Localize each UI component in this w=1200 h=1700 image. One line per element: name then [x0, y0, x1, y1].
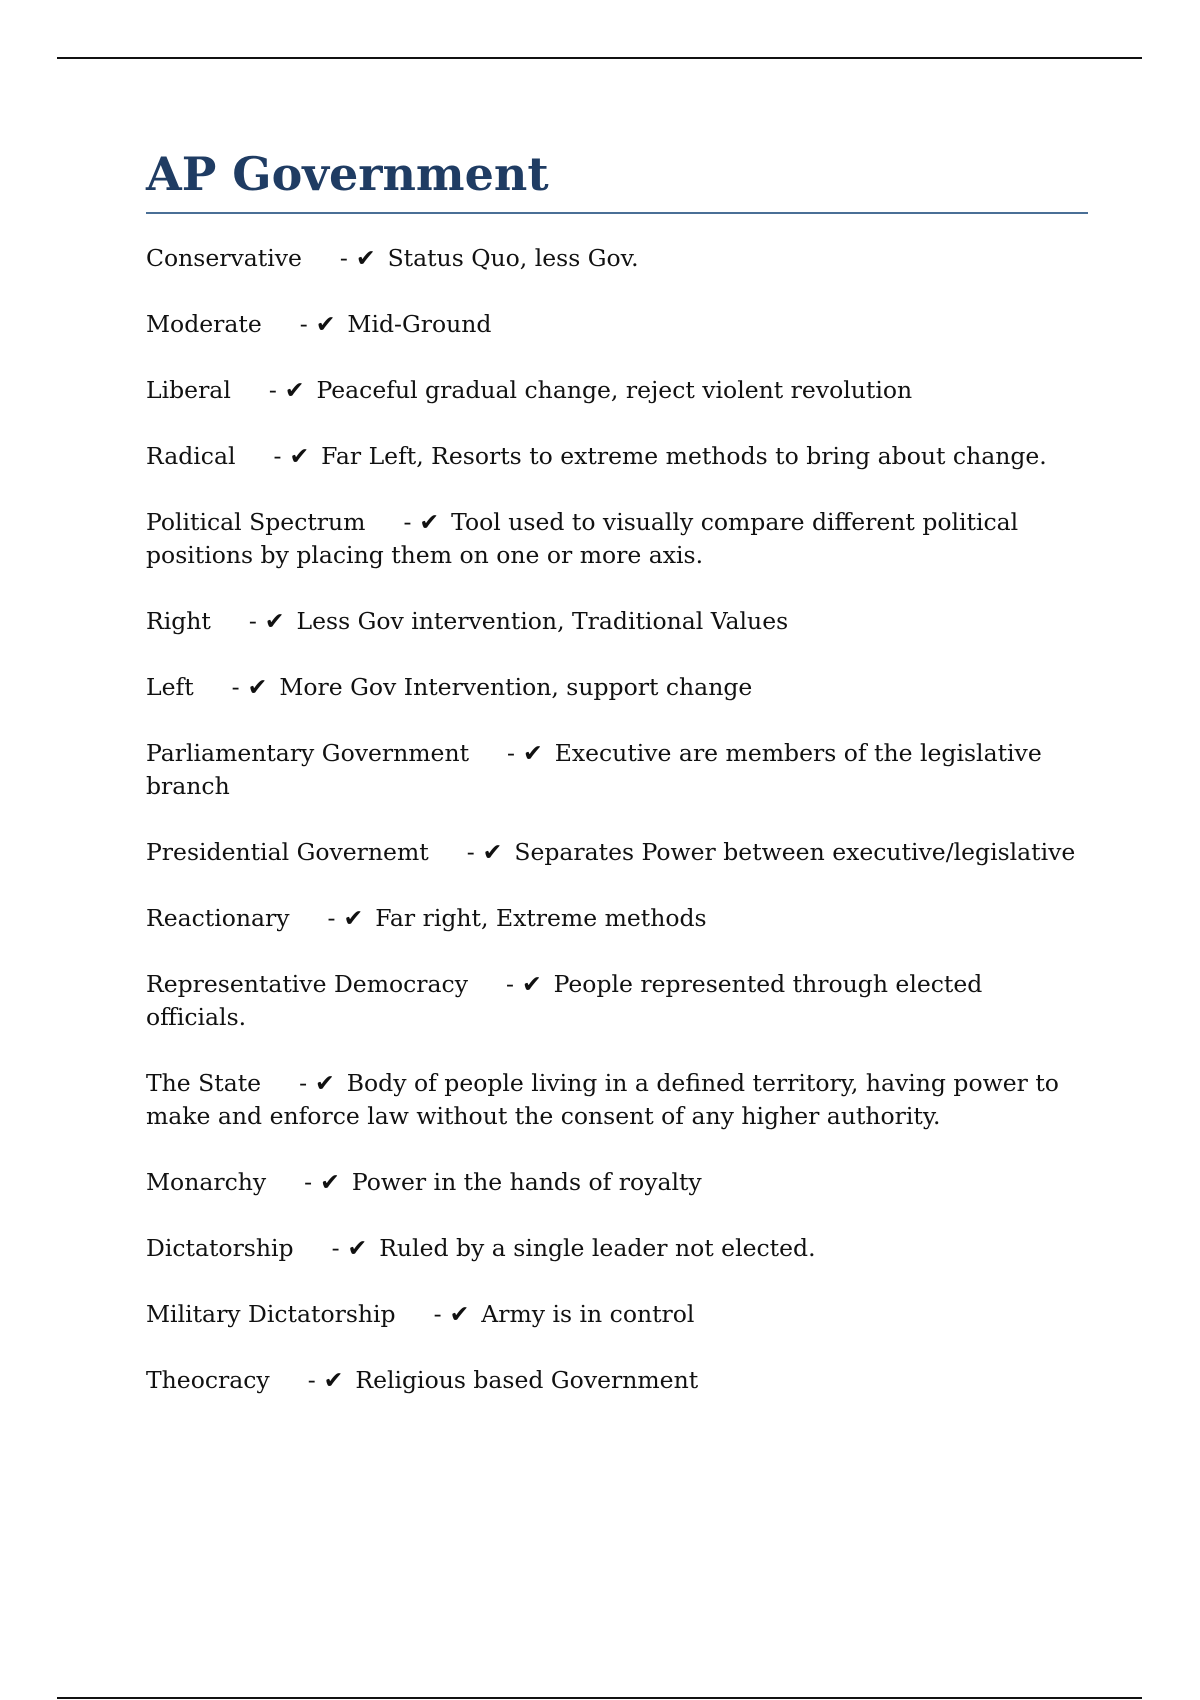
entry-separator: - [299, 310, 308, 338]
glossary-entry [146, 1166, 1088, 1199]
entry-definition: Tool used to visually compare different political positions by placing them on one or more axis. [146, 508, 1019, 569]
glossary-entry [146, 836, 1088, 869]
glossary-entry [146, 1232, 1088, 1265]
entry-separator: - [505, 970, 514, 998]
entry-separator: - [273, 442, 282, 470]
entry-separator: - [268, 376, 277, 404]
glossary-entry [146, 440, 1088, 473]
document-body [146, 146, 1088, 1430]
entry-separator: - [307, 1366, 316, 1394]
entry-list [146, 242, 1088, 1397]
glossary-entry [146, 1298, 1088, 1331]
entry-separator: - [327, 904, 336, 932]
entry-separator: - [507, 739, 515, 767]
checkmark-icon: ✔ [315, 1069, 335, 1097]
page-top-rule [57, 57, 1142, 59]
checkmark-icon: ✔ [289, 442, 310, 470]
checkmark-icon: ✔ [323, 1366, 344, 1394]
glossary-entry [146, 242, 1088, 275]
entry-term: Left [146, 673, 194, 701]
entry-separator: - [331, 1234, 340, 1262]
entry-definition: Mid-Ground [347, 310, 492, 338]
entry-definition: Separates Power between executive/legislative [514, 838, 1076, 866]
entry-term: Representative Democracy [146, 970, 468, 998]
entry-definition: Ruled by a single leader not elected. [379, 1234, 816, 1262]
checkmark-icon: ✔ [419, 508, 440, 536]
entry-separator: - [433, 1300, 442, 1328]
checkmark-icon: ✔ [315, 310, 336, 338]
entry-term: Military Dictatorship [146, 1300, 396, 1328]
entry-term: Theocracy [146, 1366, 270, 1394]
glossary-entry [146, 506, 1088, 572]
entry-term: Radical [146, 442, 236, 470]
entry-definition: Less Gov intervention, Traditional Values [296, 607, 789, 635]
entry-term: Moderate [146, 310, 262, 338]
entry-definition: Peaceful gradual change, reject violent revolution [316, 376, 913, 404]
glossary-entry [146, 902, 1088, 935]
entry-term: The State [146, 1069, 262, 1097]
glossary-entry [146, 1067, 1088, 1133]
entry-separator: - [248, 607, 257, 635]
glossary-entry [146, 671, 1088, 704]
glossary-entry [146, 374, 1088, 407]
entry-definition: More Gov Intervention, support change [279, 673, 753, 701]
entry-definition: Executive are members of the legislative branch [146, 739, 1042, 800]
checkmark-icon: ✔ [521, 970, 542, 998]
entry-term: Liberal [146, 376, 231, 404]
checkmark-icon: ✔ [284, 376, 305, 404]
page-bottom-rule [57, 1697, 1142, 1699]
glossary-entry [146, 1364, 1088, 1397]
entry-term: Parliamentary Government [146, 739, 470, 767]
checkmark-icon: ✔ [355, 244, 376, 272]
checkmark-icon: ✔ [482, 838, 503, 866]
entry-term: Conservative [146, 244, 302, 272]
glossary-entry [146, 737, 1088, 803]
entry-definition: Far Left, Resorts to extreme methods to bring about change. [321, 442, 1047, 470]
entry-term: Presidential Governemt [146, 838, 429, 866]
checkmark-icon: ✔ [449, 1300, 470, 1328]
entry-separator: - [299, 1069, 308, 1097]
checkmark-icon: ✔ [343, 904, 364, 932]
entry-separator: - [231, 673, 240, 701]
entry-definition: Religious based Government [355, 1366, 699, 1394]
entry-definition: Army is in control [481, 1300, 695, 1328]
entry-separator: - [339, 244, 348, 272]
entry-term: Reactionary [146, 904, 290, 932]
entry-separator: - [466, 838, 475, 866]
page-title: AP Government [146, 146, 1088, 214]
checkmark-icon: ✔ [320, 1168, 340, 1196]
glossary-entry [146, 605, 1088, 638]
glossary-entry [146, 308, 1088, 341]
entry-definition: Body of people living in a defined territory, having power to make and enforce law without the consent of any higher authority. [146, 1069, 1059, 1130]
checkmark-icon: ✔ [523, 739, 543, 767]
checkmark-icon: ✔ [347, 1234, 368, 1262]
checkmark-icon: ✔ [264, 607, 285, 635]
entry-definition: Power in the hands of royalty [351, 1168, 702, 1196]
entry-definition: Far right, Extreme methods [375, 904, 707, 932]
entry-term: Monarchy [146, 1168, 267, 1196]
entry-separator: - [304, 1168, 313, 1196]
glossary-entry [146, 968, 1088, 1034]
checkmark-icon: ✔ [247, 673, 268, 701]
entry-term: Political Spectrum [146, 508, 366, 536]
entry-separator: - [403, 508, 412, 536]
entry-term: Dictatorship [146, 1234, 294, 1262]
entry-definition: People represented through elected officials. [146, 970, 983, 1031]
entry-definition: Status Quo, less Gov. [387, 244, 639, 272]
entry-term: Right [146, 607, 211, 635]
